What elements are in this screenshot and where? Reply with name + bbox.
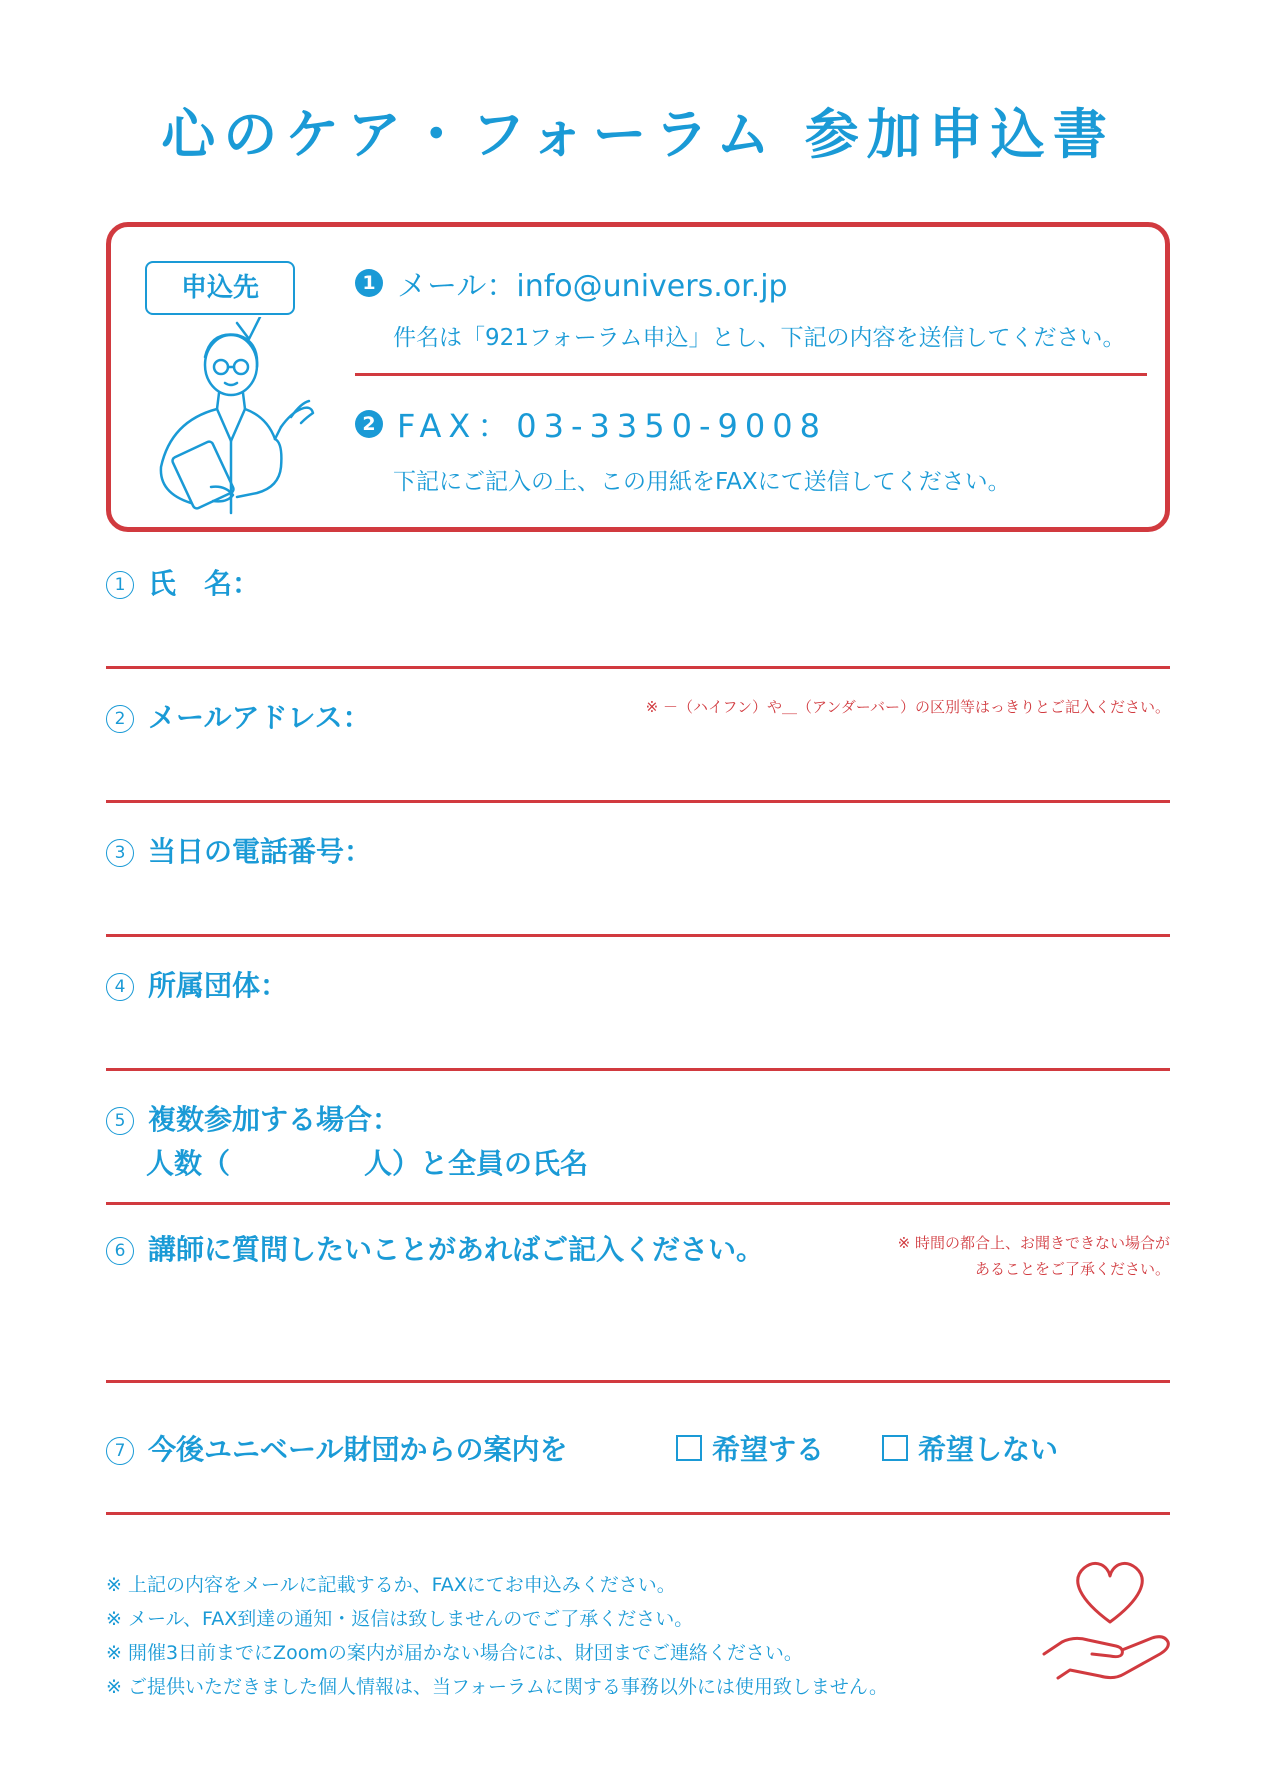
field-number: 2 <box>106 705 134 733</box>
email-note: ※ －（ハイフン）や＿（アンダーバー）の区別等はっきりとご記入ください。 <box>645 698 1170 716</box>
email-input-line[interactable] <box>106 800 1170 803</box>
field-label-text: 講師に質問したいことがあればご記入ください。 <box>148 1233 765 1266</box>
phone-input-line[interactable] <box>106 934 1170 937</box>
field-number: 6 <box>106 1237 134 1265</box>
option-wish-no[interactable] <box>882 1428 1058 1468</box>
field-number: 1 <box>106 571 134 599</box>
contact-divider <box>355 373 1147 376</box>
field-number: 7 <box>106 1437 134 1465</box>
field-organization-label <box>106 964 288 1004</box>
field-phone-label <box>106 830 372 870</box>
checkbox-wish-no[interactable] <box>882 1435 908 1461</box>
group-input-line[interactable] <box>106 1202 1170 1205</box>
name-input-line[interactable] <box>106 666 1170 669</box>
field-number: 4 <box>106 973 134 1001</box>
field-label-text: 所属団体： <box>148 969 289 1002</box>
field-name-label <box>106 562 260 602</box>
footnote: ※ ご提供いただきました個人情報は、当フォーラムに関する事務以外には使用致しません。 <box>106 1676 888 1698</box>
question-input-line[interactable] <box>106 1380 1170 1383</box>
footnote: ※ 上記の内容をメールに記載するか、FAXにてお申込みください。 <box>106 1574 676 1596</box>
group-count-right: 人）と全員の氏名 <box>364 1147 589 1180</box>
newsletter-line <box>106 1512 1170 1515</box>
group-count-left: 人数（ <box>146 1147 231 1180</box>
question-note-line1: ※ 時間の都合上、お聞きできない場合が <box>897 1234 1170 1252</box>
speech-bubble: 申込先 <box>145 261 295 315</box>
field-number: 5 <box>106 1107 134 1135</box>
question-note-line2: あることをご了承ください。 <box>974 1260 1170 1278</box>
field-label-text: メールアドレス： <box>148 701 371 734</box>
email-instructions: 件名は「921フォーラム申込」とし、下記の内容を送信してください。 <box>393 325 1126 351</box>
organization-input-line[interactable] <box>106 1068 1170 1071</box>
page-title: 心のケア・フォーラム 参加申込書 <box>161 103 1115 166</box>
field-number: 3 <box>106 839 134 867</box>
fax-contact-text: FAX：03-3350-9008 <box>397 407 827 445</box>
option-label: 希望する <box>712 1433 825 1466</box>
field-email-label <box>106 696 371 736</box>
field-label-text: 複数参加する場合： <box>148 1103 401 1136</box>
option-wish-yes[interactable] <box>676 1428 824 1468</box>
contact-box <box>106 222 1170 532</box>
checkbox-wish-yes[interactable] <box>676 1435 702 1461</box>
footnote: ※ メール、FAX到達の通知・返信は致しませんのでご了承ください。 <box>106 1608 694 1630</box>
field-label-text: 当日の電話番号： <box>148 835 373 868</box>
person-with-tablet-icon <box>141 317 321 517</box>
field-label-text: 氏 名： <box>148 567 261 600</box>
fax-instructions: 下記にご記入の上、この用紙をFAXにて送信してください。 <box>393 469 1011 495</box>
heart-in-hand-icon <box>1040 1550 1180 1690</box>
field-group-label <box>106 1098 400 1138</box>
field-label-text: 今後ユニベール財団からの案内を <box>148 1433 568 1466</box>
field-question-label <box>106 1228 764 1268</box>
fax-contact-heading <box>355 401 827 447</box>
footnote: ※ 開催3日前までにZoomの案内が届かない場合には、財団までご連絡ください。 <box>106 1642 803 1664</box>
email-contact-heading <box>355 261 788 305</box>
email-contact-text: メール：info@univers.or.jp <box>397 269 788 304</box>
option-label: 希望しない <box>918 1433 1059 1466</box>
number-badge: 2 <box>355 410 383 438</box>
field-newsletter-label <box>106 1428 567 1468</box>
number-badge: 1 <box>355 269 383 297</box>
